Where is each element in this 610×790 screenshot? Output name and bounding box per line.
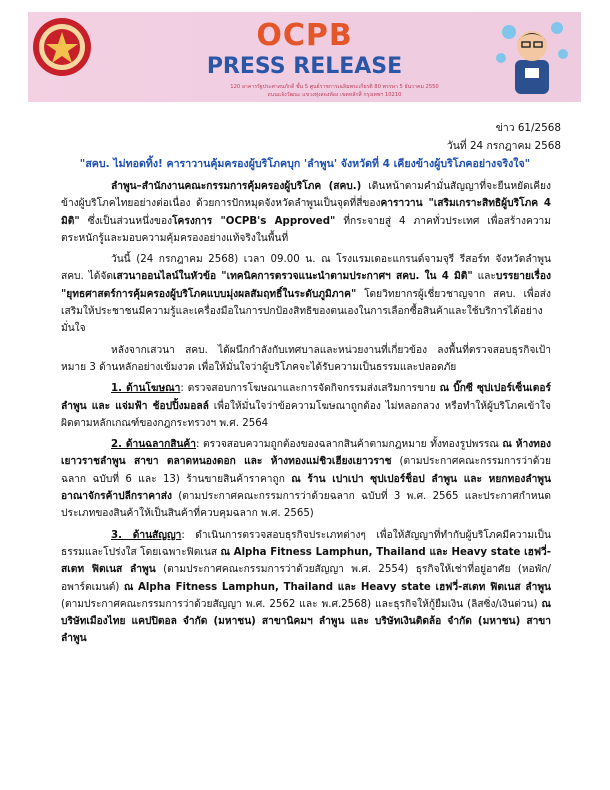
headline: "สคบ. ไม่ทอดทิ้ง! คาราวานคุ้มครองผู้บริโภคบุก 'ลำพูน' จังหวัดที่ 4 เคียงข้างผู้บริโภคอย่างจริงใจ" — [79, 158, 531, 170]
brand-title: OCPB — [256, 18, 353, 53]
text: เพื่อให้มั่นใจว่าข้อความโฆษณาถูกต้อง ไม่หลอกลวง หรือทำให้ผู้บริโภคเข้าใจผิดตามหลักเกณฑ์ของกฎกระทรวงฯ พ.ศ. 2564 — [61, 400, 552, 429]
item-contract — [61, 527, 551, 648]
text-bold: ณ บิ๊กซี ซุปเปอร์เซ็นเตอร์ ลำพูน และ แจ่มฟ้า ช้อปปิ้งมอลล์ — [61, 383, 551, 412]
press-release-banner — [28, 12, 581, 102]
text-bold: ณ ห้างทองเยาวราชลำพูน สาขา ตลาดหนองดอก และ ห้างทองแม่ชิวเฮียงเยาวราช — [61, 439, 551, 468]
text-bold: ณ Alpha Fitness Lamphun, Thailand และ Heavy state เฮฟวี่-สเตท ฟิตเนส ลำพูน — [123, 581, 551, 593]
text-bold: คาราวาน "เสริมเกราะสิทธิผู้บริโภค 4 มิติ" — [61, 198, 551, 227]
press-release-title: PRESS RELEASE — [206, 54, 403, 79]
address-line-2: ถนนแจ้งวัฒนะ แขวงทุ่งสองห้อง เขตหลักสี่ กรุงเทพฯ 10210 — [267, 92, 402, 98]
text: (ตามประกาศคณะกรรมการว่าด้วยฉลาก ฉบับที่ 6 และ 13) ร้านขายสินค้าราคาถูก — [61, 456, 551, 485]
office-address — [148, 83, 521, 99]
text: : ตรวจสอบการโฆษณาและการจัดกิจกรรมส่งเสริมการขาย — [180, 383, 440, 395]
item-heading: 1. ด้านโฆษณา — [111, 383, 181, 395]
text: (ตามประกาศคณะกรรมการว่าด้วยฉลาก ฉบับที่ 3 พ.ศ. 2565 และประกาศกำหนดประเภทของสินค้าให้เป็นสินค้าที่ควบคุมฉลาก พ.ศ. 2565) — [61, 491, 551, 520]
text-bold: เสวนาออนไลน์ในหัวข้อ "เทคนิคการตรวจแนะนำตามประกาศฯ สคบ. ใน 4 มิติ" — [112, 271, 473, 283]
paragraph-inspection: หลังจากเสวนา สคบ. ได้ผนึกกำลังกับเทศบาลและหน่วยงานที่เกี่ยวข้อง ลงพื้นที่ตรวจสอบธุรกิจเป้าหมาย 3 ด้านหลักอย่างเข้มงวด เพื่อให้มั่นใจว่าผู้บริโภคจะได้รับความเป็นธรรมและปลอดภัย — [61, 344, 551, 373]
address-line-1: 120 อาคารรัฐประศาสนภักดี ชั้น 5 ศูนย์ราชการเฉลิมพระเกียรติ 80 พรรษา 5 ธันวาคม 2550 — [230, 84, 439, 90]
paragraph-intro — [61, 178, 551, 247]
text: ที่กระจายสู่ 4 ภาคทั่วประเทศ เพื่อสร้างความตระหนักรู้และมอบความคุ้มครองอย่างแท้จริงในพื้นที่ — [61, 215, 551, 244]
text: วันนี้ (24 กรกฎาคม 2568) เวลา 09.00 น. ณ โรงแรมเดอะแกรนด์จามจุรี รีสอร์ท จังหวัดลำพูน สคบ. ได้จัด — [61, 254, 551, 283]
item-heading: 3. ด้านสัญญา — [111, 529, 182, 541]
text-bold: ลำพูน–สำนักงานคณะกรรมการคุ้มครองผู้บริโภค (สคบ.) — [111, 181, 362, 192]
text: ซึ่งเป็นส่วนหนึ่งของ — [79, 215, 173, 227]
text: เดินหน้าตามคำมั่นสัญญาที่จะยืนหยัดเคียงข้างผู้บริโภคไทยอย่างต่อเนื่อง ด้วยการปักหมุดจังหวัดลำพูนเป็นจุดที่สี่ของ — [61, 181, 551, 210]
paragraph-event — [61, 251, 551, 337]
text-bold: ณ Alpha Fitness Lamphun, Thailand และ Heavy state เฮฟวี่-สเตท ฟิตเนส ลำพูน — [61, 546, 551, 576]
text-bold: โครงการ "OCPB's Approved" — [172, 215, 336, 227]
news-mascot-icon — [489, 14, 575, 100]
text-bold: บรรยายเรื่อง "ยุทธศาสตร์การคุ้มครองผู้บริโภคแบบมุ่งผลสัมฤทธิ์ในระดับภูมิภาค" — [61, 271, 551, 300]
text-bold: ณ บริษัทเมืองไทย แคปปิตอล จำกัด (มหาชน) สาขานิคมฯ ลำพูน และ บริษัทเงินติดล้อ จำกัด (มหาชน) สาขาลำพูน — [61, 598, 551, 645]
text: (ตามประกาศคณะกรรมการว่าด้วยสัญญา พ.ศ. 2562 และ พ.ศ.2568) และธุรกิจให้กู้ยืมเงิน (ลิสซิ่ง/เงินด่วน) — [61, 598, 542, 610]
text: และ — [472, 271, 496, 283]
text: : ตรวจสอบความถูกต้องของฉลากสินค้าตามกฎหมาย ทั้งทองรูปพรรณ — [195, 439, 503, 451]
news-date: วันที่ 24 กรกฎาคม 2568 — [446, 140, 561, 152]
text: : ดำเนินการตรวจสอบธุรกิจประเภทต่างๆ เพื่อให้สัญญาที่ทำกับผู้บริโภคมีความเป็นธรรมและโปร่งใส โดยเฉพาะฟิตเนส — [61, 529, 551, 558]
article-body — [61, 178, 551, 652]
news-number: ข่าว 61/2568 — [495, 122, 561, 134]
item-heading: 2. ด้านฉลากสินค้า — [111, 439, 196, 451]
item-labeling — [61, 436, 551, 522]
item-advertising — [61, 380, 551, 432]
text: (ตามประกาศคณะกรรมการว่าด้วยสัญญา พ.ศ. 2554) ธุรกิจให้เช่าที่อยู่อาศัย (หอพัก/อพาร์ตเมนต์) — [61, 564, 551, 593]
text: โดยวิทยากรผู้เชี่ยวชาญจาก สคบ. เพื่อส่งเสริมให้ประชาชนมีความรู้และเครื่องมือในการปกป้องสิทธิของตนเองในการเลือกซื้อสินค้าและใช้บริการได้อย่างมั่นใจ — [61, 288, 551, 335]
text-bold: ณ ร้าน เปาเปา ซุปเปอร์ช็อป ลำพูน และ หยกทองลำพูน อาณาจักรค้าปลีกราคาส่ง — [61, 473, 551, 503]
